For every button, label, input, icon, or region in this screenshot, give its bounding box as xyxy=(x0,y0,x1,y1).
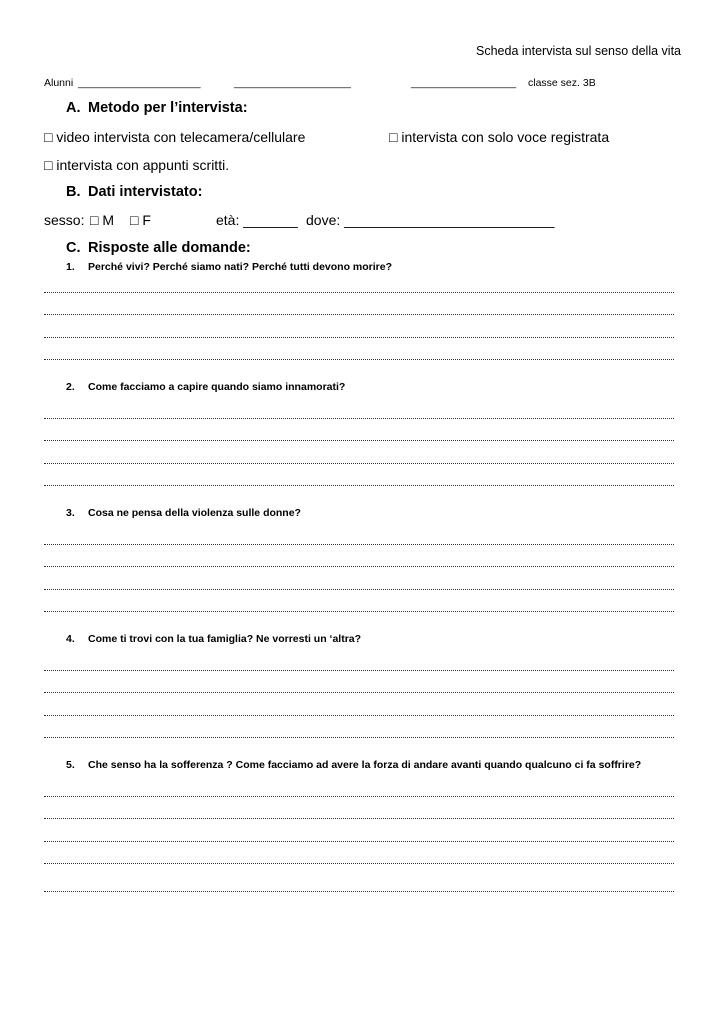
question-text: Come ti trovi con la tua famiglia? Ne vorresti un ‘altra? xyxy=(88,633,362,645)
answer-line[interactable] xyxy=(44,418,674,419)
answer-line[interactable] xyxy=(44,891,674,892)
answer-line[interactable] xyxy=(44,359,674,360)
question-text: Come facciamo a capire quando siamo innamorati? xyxy=(88,381,346,393)
answer-line[interactable] xyxy=(44,692,674,693)
answer-line[interactable] xyxy=(44,314,674,315)
answer-line[interactable] xyxy=(44,544,674,545)
question-number: 3. xyxy=(66,507,75,519)
classe-label: classe sez. 3B xyxy=(528,77,596,89)
answer-line[interactable] xyxy=(44,589,674,590)
question-3 xyxy=(66,507,301,519)
answer-line[interactable] xyxy=(44,841,674,842)
answer-line[interactable] xyxy=(44,292,674,293)
section-b-heading xyxy=(66,184,202,200)
answer-line[interactable] xyxy=(44,796,674,797)
answer-line[interactable] xyxy=(44,863,674,864)
question-text: Cosa ne pensa della violenza sulle donne? xyxy=(88,507,301,519)
question-text: Che senso ha la sofferenza ? Come facciamo ad avere la forza di andare avanti quando qualcuno ci fa soffrire? xyxy=(88,759,642,771)
question-text: Perché vivi? Perché siamo nati? Perché tutti devono morire? xyxy=(88,261,393,273)
answer-line[interactable] xyxy=(44,463,674,464)
section-a-heading xyxy=(66,100,248,116)
section-c-title: Risposte alle domande: xyxy=(88,240,251,256)
section-c-heading xyxy=(66,240,251,256)
answer-line[interactable] xyxy=(44,670,674,671)
answer-line[interactable] xyxy=(44,337,674,338)
section-a-letter: A. xyxy=(66,100,81,116)
answer-line[interactable] xyxy=(44,485,674,486)
sesso-label: sesso: xyxy=(44,212,85,228)
question-5 xyxy=(66,759,641,771)
alunni-blank-3[interactable]: __________________ xyxy=(411,77,517,89)
option-voce-registrata[interactable]: □ intervista con solo voce registrata xyxy=(389,129,610,145)
answer-line[interactable] xyxy=(44,737,674,738)
question-1 xyxy=(66,261,392,273)
option-video-intervista[interactable]: □ video intervista con telecamera/cellulare xyxy=(44,129,306,145)
answer-line[interactable] xyxy=(44,715,674,716)
document-title: Scheda intervista sul senso della vita xyxy=(476,44,681,58)
question-number: 5. xyxy=(66,759,75,771)
alunni-blank-2[interactable]: ____________________ xyxy=(234,77,351,89)
alunni-blank-1[interactable]: _____________________ xyxy=(78,77,201,89)
answer-line[interactable] xyxy=(44,611,674,612)
sesso-m-checkbox[interactable]: □ M xyxy=(90,212,115,228)
question-number: 1. xyxy=(66,261,75,273)
section-b-letter: B. xyxy=(66,184,81,200)
answer-line[interactable] xyxy=(44,440,674,441)
question-2 xyxy=(66,381,345,393)
answer-line[interactable] xyxy=(44,566,674,567)
section-c-letter: C. xyxy=(66,240,81,256)
dove-field[interactable]: dove: ___________________________ xyxy=(306,212,555,228)
section-b-title: Dati intervistato: xyxy=(88,184,203,200)
question-number: 4. xyxy=(66,633,75,645)
section-a-title: Metodo per l’intervista: xyxy=(88,100,248,116)
option-appunti-scritti[interactable]: □ intervista con appunti scritti. xyxy=(44,157,230,173)
eta-field[interactable]: età: _______ xyxy=(216,212,298,228)
answer-line[interactable] xyxy=(44,818,674,819)
question-number: 2. xyxy=(66,381,75,393)
sesso-f-checkbox[interactable]: □ F xyxy=(130,212,151,228)
question-4 xyxy=(66,633,361,645)
alunni-label: Alunni xyxy=(44,77,74,89)
